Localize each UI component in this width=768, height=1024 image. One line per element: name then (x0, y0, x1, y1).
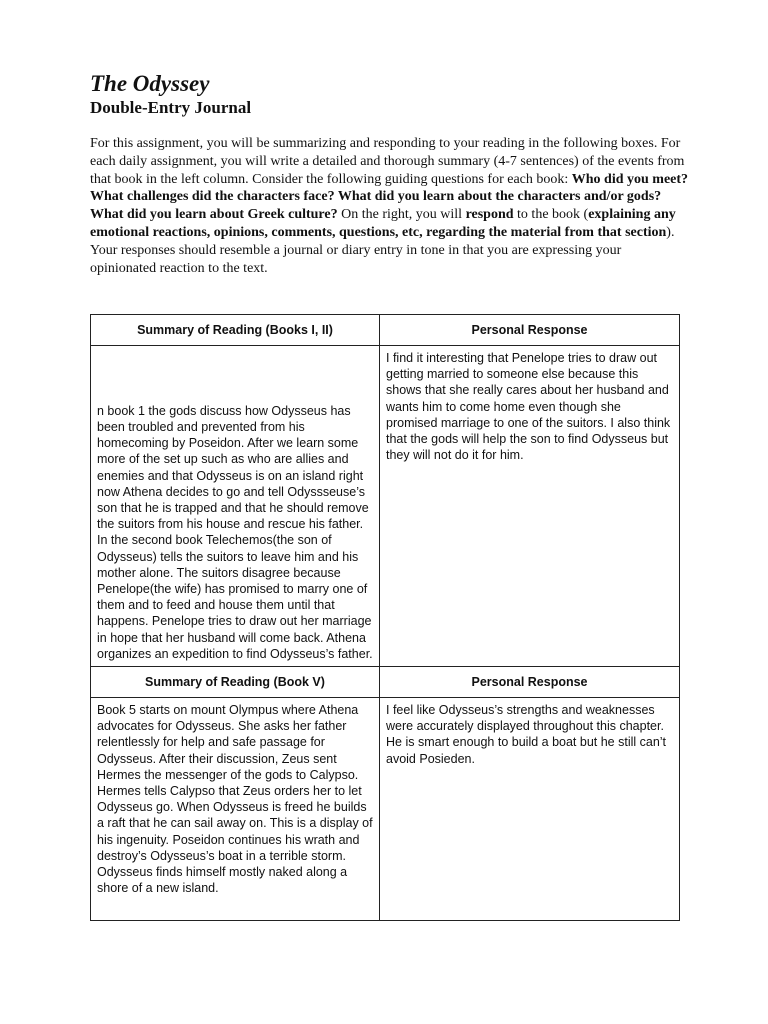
table-row (91, 346, 680, 667)
instructions-text-2: On the right, you will (337, 207, 466, 223)
journal-table (90, 314, 680, 921)
response-header-book-5: Personal Response (380, 667, 680, 698)
document-subtitle: Double-Entry Journal (90, 98, 252, 117)
instructions-text-3: to the book ( (513, 207, 589, 223)
table-row (91, 698, 680, 921)
summary-cell-books-1-2: n book 1 the gods discuss how Odysseus has been troubled and prevented from his homecoming by Poseidon. After we learn some more of the set up such as who are allies and enemies and that Odysseus is on an island right now Athena decides to go and tell Odyssseuse’s son that he is trapped and that he should remove the suitors from his house and rescue his father. In the second book Telechemos(the son of Odysseus) tells the suitors to leave him and his mother alone. The suitors disagree because Penelope(the wife) has promised to marry one of them and to feed and house them until that happens. Penelope tries to draw out her marriage in hope that her husband will come back. Athena organizes an expedition to find Odysseus’s father. (91, 346, 380, 667)
assignment-instructions (90, 135, 690, 277)
summary-header-books-1-2: Summary of Reading (Books I, II) (91, 315, 380, 346)
response-cell-books-1-2: I find it interesting that Penelope tries to draw out getting married to someone else because this shows that she really cares about her husband and wants him to come home even though she promised marriage to one of the suitors. I also think that the gods will help the son to find Odysseus but they will not do it for him. (380, 346, 680, 667)
summary-paragraph-1: Book 5 starts on mount Olympus where Athena advocates for Odysseus. She asks her father relentlessly for help and safe passage for Odysseus. After their discussion, Zeus sent Hermes the messenger of the gods to Calypso. Hermes tells Calypso that Zeus orders her to let Odysseus go. When Odysseus is freed he builds a raft that he can sail away on. This is a display of his ingenuity. Poseidon continues his wrath and destroy’s Odysseus’s boat in a terrible storm. (97, 703, 373, 863)
guiding-questions: Who did you meet? What challenges did the characters face? What did you learn about the characters and/or gods? What did you learn about Greek culture? (90, 171, 689, 223)
table-header-row (91, 667, 680, 698)
summary-paragraph-2: Odysseus finds himself mostly naked along a shore of a new island. (97, 865, 348, 896)
document-title: The Odyssey (90, 71, 210, 96)
respond-emphasis: respond (465, 207, 514, 223)
response-header-books-1-2: Personal Response (380, 315, 680, 346)
instructions-text-4: ). Your responses should resemble a journal or diary entry in tone in that you are expressing your opinionated reaction to the text. (90, 224, 675, 276)
response-guidance: explaining any emotional reactions, opinions, comments, questions, etc, regarding the material from that section (90, 207, 676, 240)
summary-header-book-5: Summary of Reading (Book V) (91, 667, 380, 698)
summary-cell-book-5 (91, 698, 380, 921)
table-header-row (91, 315, 680, 346)
instructions-text-1: For this assignment, you will be summarizing and responding to your reading in the following boxes. For each daily assignment, you will write a detailed and thorough summary (4-7 sentences) of the events from that book in the left column. Consider the following guiding questions for each book: (90, 136, 685, 187)
response-cell-book-5: I feel like Odysseus’s strengths and weaknesses were accurately displayed throughout this chapter. He is smart enough to build a boat but he still can’t avoid Posieden. (380, 698, 680, 921)
